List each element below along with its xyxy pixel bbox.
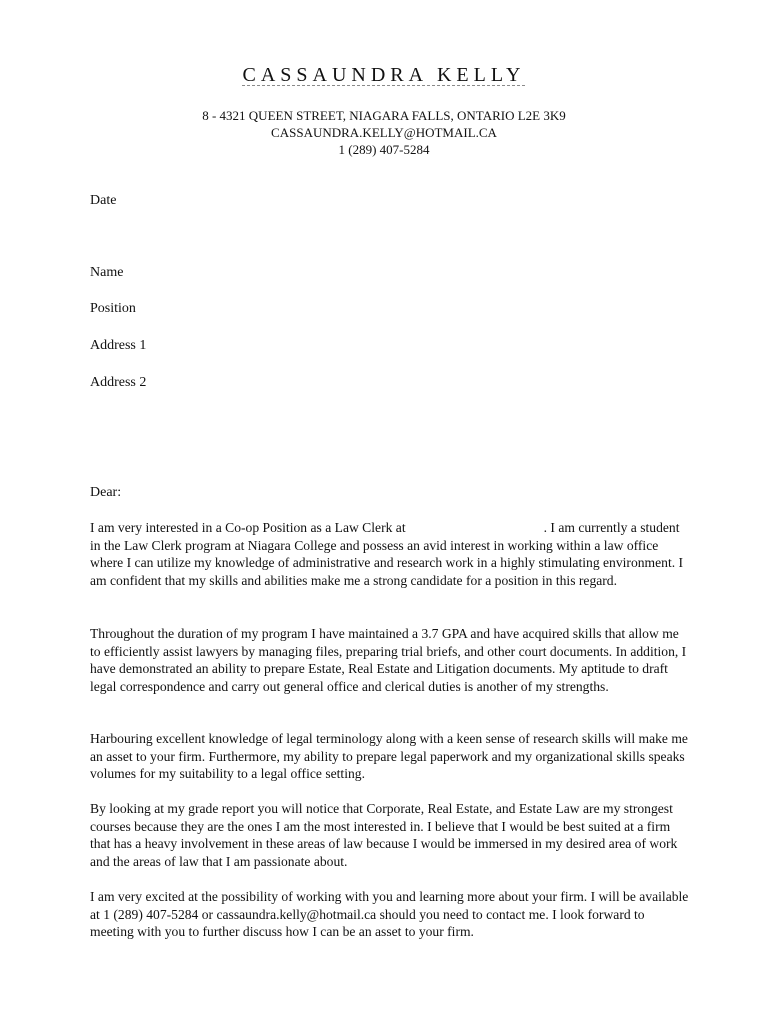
body-paragraph-3: Harbouring excellent knowledge of legal terminology along with a keen sense of research skills will make me an asset to your firm. Furthermore, my ability to prepare legal paperwork and my organizational skills speaks volumes for my suitability to a legal office setting. bbox=[90, 731, 688, 782]
recipient-address-1: Address 1 bbox=[90, 338, 147, 353]
letterhead bbox=[0, 64, 768, 158]
sender-name: CASSAUNDRA KELLY bbox=[242, 64, 526, 86]
body-paragraph-4: By looking at my grade report you will notice that Corporate, Real Estate, and Estate Law are my strongest courses because they are the ones I am the most interested in. I believe that I would be best suited at a firm that has a heavy involvement in these areas of law because I would be immersed in my desired area of work and the areas of law that I am passionate about. bbox=[90, 801, 678, 869]
recipient-name: Name bbox=[90, 265, 124, 280]
sender-address: 8 - 4321 QUEEN STREET, NIAGARA FALLS, ONTARIO L2E 3K9 bbox=[202, 108, 566, 123]
paragraph-1-rest: . I am currently a student in the Law Clerk program at Niagara College and possess an avid interest in working within a law office where I can utilize my knowledge of administrative and research work in a highly stimulating environment. I am confident that my skills and abilities make me a strong candidate for a position in this regard. bbox=[90, 520, 684, 588]
recipient-address-2: Address 2 bbox=[90, 375, 147, 390]
sender-phone: 1 (289) 407-5284 bbox=[338, 142, 430, 157]
sender-email: CASSAUNDRA.KELLY@HOTMAIL.CA bbox=[271, 125, 497, 140]
date-field: Date bbox=[90, 193, 117, 208]
body-paragraph-5: I am very excited at the possibility of working with you and learning more about your firm. I will be available at 1 (289) 407-5284 or cassaundra.kelly@hotmail.ca should you need to contact me. I look forward to meeting with you to further discuss how I can be an asset to your firm. bbox=[90, 889, 689, 940]
paragraph-1-opening: I am very interested in a Co-op Position as a Law Clerk at bbox=[90, 520, 406, 535]
recipient-position: Position bbox=[90, 301, 136, 316]
body-paragraph-1 bbox=[90, 519, 690, 589]
body-paragraph-2: Throughout the duration of my program I have maintained a 3.7 GPA and have acquired skills that allow me to efficiently assist lawyers by managing files, preparing trial briefs, and other court documents. In addition, I have demonstrated an ability to prepare Estate, Real Estate and Litigation documents. My aptitude to draft legal correspondence and carry out general office and clerical duties is another of my strengths. bbox=[90, 626, 687, 694]
salutation: Dear: bbox=[90, 485, 122, 500]
